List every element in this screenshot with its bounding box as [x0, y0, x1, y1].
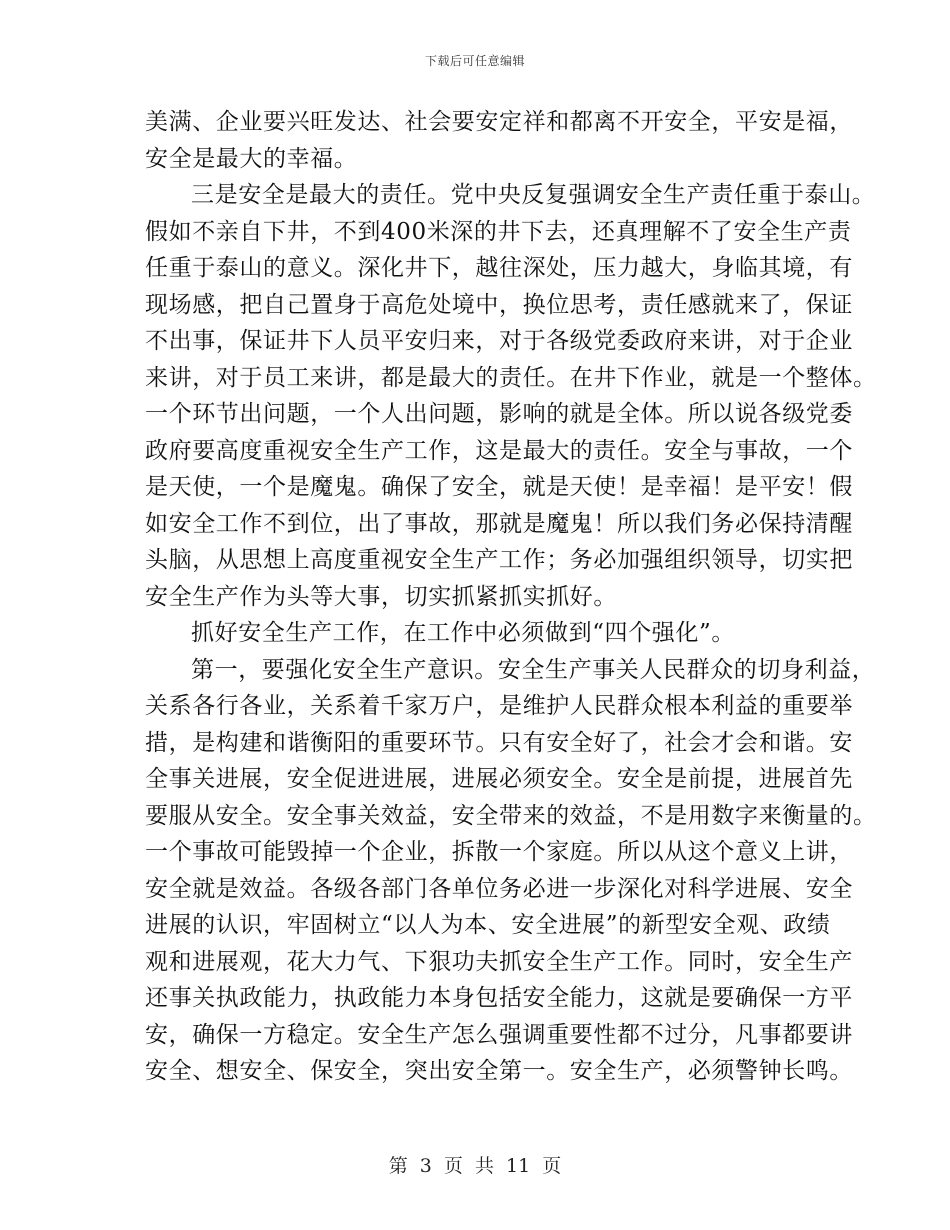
text-line: 美满、企业要兴旺发达、社会要安定祥和都离不开安全，平安是福，	[145, 109, 853, 135]
text-line: 安全就是效益。各级各部门各单位务必进一步深化对科学进展、安全	[145, 875, 853, 902]
text-line: 政府要高度重视安全生产工作，这是最大的责任。安全与事故，一个	[145, 437, 853, 464]
text-line: 要服从安全。安全事关效益，安全带来的效益，不是用数字来衡量的。	[145, 802, 877, 829]
text-line: 还事关执政能力，执政能力本身包括安全能力，这就是要确保一方平	[145, 985, 853, 1011]
text-line: 措，是构建和谐衡阳的重要环节。只有安全好了，社会才会和谐。安	[145, 729, 853, 756]
text-line: 关系各行各业，关系着千家万户，是维护人民群众根本利益的重要举	[145, 693, 853, 719]
text-line: 三是安全是最大的责任。党中央反复强调安全生产责任重于泰山。	[191, 182, 876, 208]
text-line: 任重于泰山的意义。深化井下，越往深处，压力越大，身临其境，有	[145, 255, 853, 281]
text-line: 安，确保一方稳定。安全生产怎么强调重要性都不过分，凡事都要讲	[145, 1021, 853, 1048]
text-line: 现场感，把自己置身于高危处境中，换位思考，责任感就来了，保证	[145, 291, 853, 318]
text-line: 安全、想安全、保安全，突出安全第一。安全生产，必须警钟长鸣。	[145, 1058, 853, 1084]
text-line: 进展的认识，牢固树立“以人为本、安全进展”的新型安全观、政绩	[145, 912, 831, 938]
text-line: 观和进展观，花大力气、下狠功夫抓安全生产工作。同时，安全生产	[145, 948, 853, 975]
page-number: 第 3 页 共 11 页	[388, 1155, 562, 1177]
text-line: 安全是最大的幸福。	[145, 145, 358, 172]
text-line: 来讲，对于员工来讲，都是最大的责任。在井下作业，就是一个整体。	[145, 364, 877, 391]
text-line: 一个事故可能毁掉一个企业，拆散一个家庭。所以从这个意义上讲，	[145, 839, 853, 865]
text-line: 抓好安全生产工作，在工作中必须做到“四个强化”。	[191, 620, 735, 646]
text-line: 一个环节出问题，一个人出问题，影响的就是全体。所以说各级党委	[145, 401, 853, 427]
text-line: 第一，要强化安全生产意识。安全生产事关人民群众的切身利益，	[191, 656, 876, 683]
page-header: 下载后可任意编辑	[424, 54, 525, 68]
text-line: 不出事，保证井下人员平安归来，对于各级党委政府来讲，对于企业	[145, 328, 853, 354]
text-line: 是天使，一个是魔鬼。确保了安全，就是天使！是幸福！是平安！假	[145, 474, 853, 500]
text-line: 头脑，从思想上高度重视安全生产工作；务必加强组织领导，切实把	[145, 547, 853, 573]
text-line: 假如不亲自下井，不到400米深的井下去，还真理解不了安全生产责	[145, 218, 852, 245]
text-line: 如安全工作不到位，出了事故，那就是魔鬼！所以我们务必保持清醒	[145, 510, 853, 537]
text-line: 安全生产作为头等大事，切实抓紧抓实抓好。	[145, 583, 617, 610]
document-body	[145, 104, 877, 1090]
text-line: 全事关进展，安全促进进展，进展必须安全。安全是前提，进展首先	[145, 766, 853, 792]
